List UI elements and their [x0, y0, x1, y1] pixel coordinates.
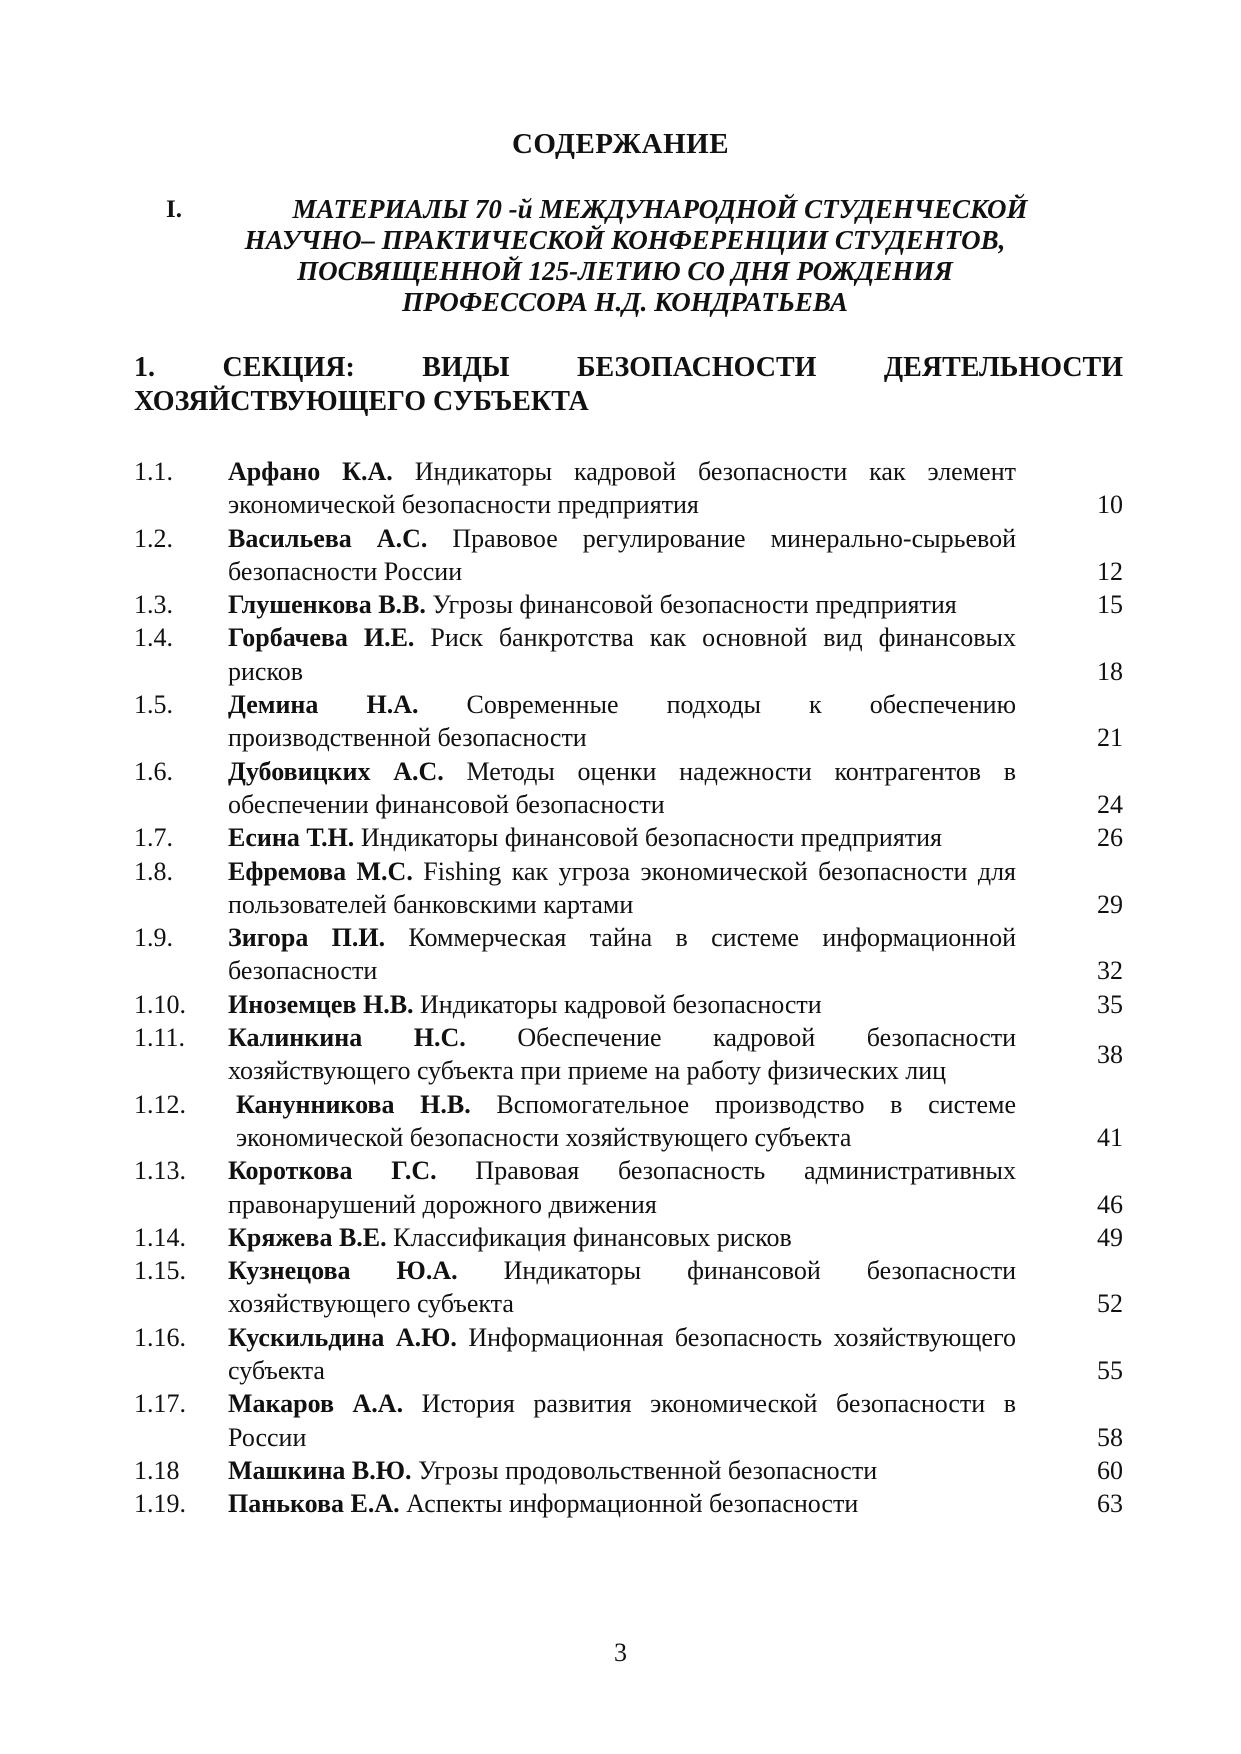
- toc-entry-number: 1.1.: [134, 457, 173, 486]
- toc-entry-author: Горбачева И.Е.: [228, 623, 415, 653]
- toc-entry-page: 60: [1097, 1455, 1123, 1485]
- toc-entry-title: История развития экономической безопасности в России: [228, 1389, 1017, 1452]
- toc-entry[interactable]: [134, 1454, 1123, 1487]
- section-word: ВИДЫ: [422, 352, 510, 383]
- toc-entry-page: 63: [1097, 1489, 1123, 1519]
- toc-entry-author: Арфано К.А.: [228, 457, 393, 486]
- toc-entry-text: [228, 1321, 1016, 1388]
- section-heading: [134, 351, 1123, 419]
- toc-entry-page: 10: [1097, 490, 1123, 520]
- part-heading-line: ПОСВЯЩЕННОЙ 125-ЛЕТИЮ СО ДНЯ РОЖДЕНИЯ: [297, 256, 953, 286]
- toc-entry-author: Калинкина Н.С.: [228, 1023, 466, 1053]
- toc-entry-number: 1.8.: [134, 856, 173, 886]
- toc-entry-text: [228, 1088, 1016, 1155]
- toc-entry-page: 24: [1097, 789, 1123, 819]
- toc-entry-text: [228, 988, 1016, 1021]
- toc-entry-number: 1.14.: [134, 1222, 186, 1252]
- section-heading-line: ХОЗЯЙСТВУЮЩЕГО СУБЪЕКТА: [134, 386, 589, 417]
- toc-entry-text: [228, 1221, 1016, 1254]
- toc-entry-number: 1.13.: [134, 1156, 186, 1186]
- toc-entry-page: 32: [1097, 956, 1123, 986]
- section-number: 1.: [134, 352, 155, 383]
- toc-entry-number: 1.10.: [134, 989, 186, 1019]
- part-heading-line: НАУЧНО– ПРАКТИЧЕСКОЙ КОНФЕРЕНЦИИ СТУДЕНТОВ,: [244, 225, 1006, 255]
- toc-entry-number: 1.15.: [134, 1256, 186, 1286]
- toc-entry-title: Аспекты информационной безопасности: [406, 1489, 859, 1519]
- toc-entry[interactable]: [134, 621, 1123, 688]
- toc-entry-page: 12: [1097, 556, 1123, 586]
- toc-entry-author: Короткова Г.С.: [228, 1156, 437, 1186]
- toc-entry-number: 1.9.: [134, 923, 173, 953]
- toc-entry-text: [228, 1021, 1016, 1088]
- toc-entry-page: 55: [1097, 1356, 1123, 1386]
- toc-entry[interactable]: [134, 1221, 1123, 1254]
- toc-entry[interactable]: [134, 821, 1123, 854]
- toc-entry-text: [228, 1454, 1016, 1487]
- toc-entry-author: Машкина В.Ю.: [228, 1455, 412, 1485]
- toc-entry-title: Вспомогательное производство в системе экономической безопасности хозяйствующего субъекта: [236, 1089, 1017, 1152]
- toc-entry[interactable]: [134, 522, 1123, 589]
- toc-entry-number: 1.4.: [134, 623, 173, 653]
- toc-entry-title: Риск банкротства как основной вид финансовых рисков: [228, 623, 1017, 686]
- toc-entry-text: [228, 1487, 1016, 1520]
- toc-entry[interactable]: [134, 1254, 1123, 1321]
- toc-entry-title: Современные подходы к обеспечению производственной безопасности: [228, 690, 1016, 753]
- toc-entry-title: Индикаторы финансовой безопасности предприятия: [360, 823, 943, 853]
- toc-entry-page: 21: [1097, 723, 1123, 753]
- toc-entry-page: 29: [1097, 889, 1123, 919]
- toc-entry-text: [228, 821, 1016, 854]
- toc-entry-title: Информационная безопасность хозяйствующего субъекта: [228, 1322, 1016, 1386]
- part-heading: [160, 194, 1090, 318]
- toc-entry-number: 1.12.: [134, 1089, 186, 1119]
- toc-entry-number: 1.6.: [134, 756, 173, 786]
- toc-entry[interactable]: [134, 1321, 1123, 1388]
- toc-entry-text: [228, 921, 1016, 988]
- toc-entry-text: [228, 1154, 1016, 1221]
- toc-entry-text: [228, 755, 1016, 822]
- section-word: СЕКЦИЯ:: [222, 352, 355, 383]
- toc-entry-title: Индикаторы финансовой безопасности хозяйствующего субъекта: [228, 1256, 1017, 1319]
- toc-entry-number: 1.19.: [134, 1489, 186, 1519]
- toc-entry-number: 1.3.: [134, 590, 173, 620]
- toc-entry-page: 18: [1097, 656, 1123, 686]
- toc-entry-text: [228, 688, 1016, 755]
- toc-entry-author: Кузнецова Ю.А.: [228, 1256, 458, 1286]
- toc-entry-title: Правовая безопасность административных правонарушений дорожного движения: [228, 1156, 1016, 1219]
- toc-entry[interactable]: [134, 455, 1123, 522]
- toc-entry[interactable]: [134, 688, 1123, 755]
- toc-entry-text: [228, 1387, 1016, 1454]
- toc-entry-text: [228, 588, 1016, 621]
- toc-entry-text: [228, 522, 1016, 589]
- toc-entry-author: Дубовицких А.С.: [228, 756, 444, 786]
- toc-entry-text: [228, 1254, 1016, 1321]
- page-number: 3: [614, 1638, 627, 1667]
- toc-entry-page: 46: [1097, 1189, 1123, 1219]
- toc-entry-title: Угрозы продовольственной безопасности: [418, 1455, 878, 1485]
- toc-entry[interactable]: [134, 1487, 1123, 1520]
- toc-entry-page: 38: [1097, 1039, 1123, 1069]
- section-word: БЕЗОПАСНОСТИ: [576, 352, 817, 383]
- toc-entry[interactable]: [134, 755, 1123, 822]
- toc-entry-page: 35: [1097, 989, 1123, 1019]
- toc-entry-title: Угрозы финансовой безопасности предприятия: [432, 590, 957, 620]
- toc-entry[interactable]: [134, 588, 1123, 621]
- toc-entry-author: Есина Т.Н.: [228, 823, 355, 853]
- table-of-contents: [134, 455, 1123, 1521]
- toc-entry-page: 49: [1097, 1222, 1123, 1252]
- part-heading-line: ПРОФЕССОРА Н.Д. КОНДРАТЬЕВА: [402, 287, 848, 317]
- toc-entry[interactable]: [134, 855, 1123, 922]
- toc-entry-number: 1.18: [134, 1455, 180, 1485]
- toc-entry-title: Правовое регулирование минерально-сырьевой безопасности России: [228, 523, 1017, 586]
- toc-entry-number: 1.16.: [134, 1322, 186, 1352]
- toc-entry-number: 1.2.: [134, 523, 173, 553]
- toc-entry[interactable]: [134, 1387, 1123, 1454]
- toc-entry-title: Индикаторы кадровой безопасности как элемент экономической безопасности предприятия: [228, 457, 1016, 520]
- toc-entry-author: Макаров А.А.: [228, 1389, 404, 1419]
- toc-entry-author: Кускильдина А.Ю.: [228, 1322, 457, 1352]
- toc-entry-author: Иноземцев Н.В.: [228, 989, 414, 1019]
- toc-entry-text: [228, 855, 1016, 922]
- toc-entry-text: [228, 621, 1016, 688]
- toc-entry-title: Классификация финансовых рисков: [393, 1222, 792, 1252]
- toc-entry-author: Васильева А.С.: [228, 523, 428, 553]
- toc-entry-author: Глушенкова В.В.: [228, 590, 426, 620]
- page-title: СОДЕРЖАНИЕ: [511, 128, 730, 160]
- part-heading-line: МАТЕРИАЛЫ 70 -й МЕЖДУНАРОДНОЙ СТУДЕНЧЕСКОЙ: [292, 194, 1028, 224]
- toc-entry-page: 26: [1097, 823, 1123, 853]
- toc-entry-number: 1.5.: [134, 690, 173, 720]
- toc-entry-page: 15: [1097, 590, 1123, 620]
- toc-entry-author: Кряжева В.Е.: [228, 1222, 387, 1252]
- toc-entry[interactable]: [134, 1154, 1123, 1221]
- toc-entry-author: Зигора П.И.: [228, 923, 386, 953]
- toc-entry-title: Методы оценки надежности контрагентов в обеспечении финансовой безопасности: [228, 756, 1016, 819]
- part-number: I.: [166, 196, 182, 223]
- toc-entry-author: Демина Н.А.: [228, 690, 419, 720]
- toc-entry[interactable]: [134, 1088, 1123, 1155]
- toc-entry-title: Обеспечение кадровой безопасности хозяйствующего субъекта при приеме на работу физических лиц: [228, 1023, 1017, 1086]
- toc-entry[interactable]: [134, 988, 1123, 1021]
- toc-entry[interactable]: [134, 1021, 1123, 1088]
- toc-entry-page: 58: [1097, 1422, 1123, 1452]
- toc-entry-author: Панькова Е.А.: [228, 1489, 400, 1519]
- section-heading-line: [134, 351, 1123, 385]
- section-word: ДЕЯТЕЛЬНОСТИ: [883, 352, 1123, 383]
- toc-entry-author: Канунникова Н.В.: [236, 1089, 471, 1119]
- toc-entry-page: 41: [1097, 1122, 1123, 1152]
- toc-entry[interactable]: [134, 921, 1123, 988]
- toc-entry-page: 52: [1097, 1289, 1123, 1319]
- toc-entry-number: 1.11.: [134, 1023, 186, 1053]
- toc-entry-number: 1.7.: [134, 823, 173, 853]
- toc-entry-title: Fishing как угроза экономической безопасности для пользователей банковскими картами: [228, 856, 1017, 919]
- toc-entry-text: [228, 455, 1016, 522]
- toc-entry-author: Ефремова М.С.: [228, 856, 413, 886]
- toc-entry-number: 1.17.: [134, 1389, 186, 1419]
- toc-entry-title: Коммерческая тайна в системе информационной безопасности: [228, 923, 1017, 986]
- toc-entry-title: Индикаторы кадровой безопасности: [420, 989, 822, 1019]
